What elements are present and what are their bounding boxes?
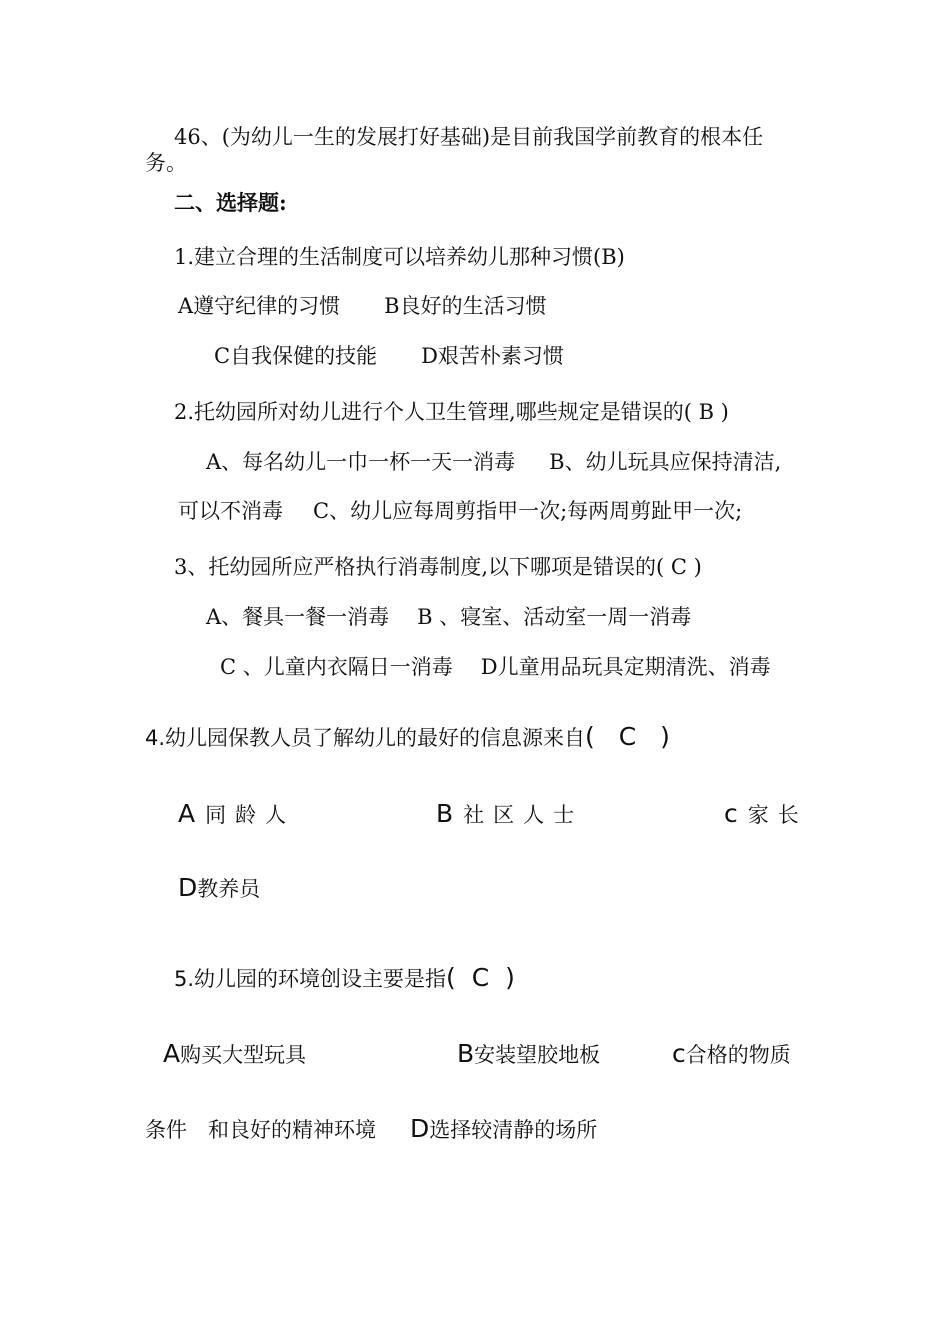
q1-option-b: B良好的生活习惯 xyxy=(384,294,547,318)
q5-option-a xyxy=(163,1040,306,1069)
q3-options-row2 xyxy=(220,653,771,681)
q3-options-row1 xyxy=(206,603,691,631)
q5-option-d-letter: D xyxy=(410,1114,430,1143)
q5-option-b-letter: B xyxy=(457,1039,475,1068)
q4-option-b xyxy=(436,800,583,829)
item-46-line1: 46、(为幼儿一生的发展打好基础)是目前我国学前教育的根本任 xyxy=(174,125,764,149)
q4-option-a-text: 同龄人 xyxy=(205,803,296,827)
q1-stem: 1.建立合理的生活制度可以培养幼儿那种习惯(B) xyxy=(174,245,625,269)
q3-option-d: D儿童用品玩具定期清洗、消毒 xyxy=(480,655,771,679)
q2-stem: 2.托幼园所对幼儿进行个人卫生管理,哪些规定是错误的( B ) xyxy=(174,400,729,424)
q2-option-b: B、幼儿玩具应保持清洁, xyxy=(549,450,782,474)
q5-text: 幼儿园的环境创设主要是指 xyxy=(194,967,447,991)
q1-options-row2 xyxy=(214,342,564,370)
q2-options-row2 xyxy=(178,497,742,525)
q3-option-c: C 、儿童内衣隔日一消毒 xyxy=(220,655,453,679)
q4-option-a xyxy=(178,800,295,829)
q4-number: 4. xyxy=(145,726,166,750)
q5-option-b xyxy=(457,1040,600,1069)
q4-option-c xyxy=(724,800,808,829)
q5-option-b-text: 安装望胶地板 xyxy=(474,1043,601,1067)
q5-option-a-text: 购买大型玩具 xyxy=(180,1043,307,1067)
q1-option-d: D艰苦朴素习惯 xyxy=(421,344,564,368)
q3-option-a: A、餐具一餐一消毒 xyxy=(206,605,390,629)
item-46-line2: 务。 xyxy=(145,151,187,175)
q4-option-c-letter: c xyxy=(724,799,738,828)
q4-option-c-text: 家长 xyxy=(747,803,808,827)
q4-stem xyxy=(145,723,678,752)
q4-answer: ( C ) xyxy=(585,722,678,751)
q1-option-c: C自我保健的技能 xyxy=(214,344,378,368)
q2-options-row1 xyxy=(206,448,781,476)
q2-option-c: C、幼儿应每周剪指甲一次;每两周剪趾甲一次; xyxy=(313,499,743,523)
q1-options-row1 xyxy=(178,292,547,320)
q4-option-b-text: 社区人士 xyxy=(463,803,584,827)
q3-option-b: B 、寝室、活动室一周一消毒 xyxy=(417,605,692,629)
q5-option-c-letter: c xyxy=(672,1039,686,1068)
q1-option-a: A遵守纪律的习惯 xyxy=(178,294,341,318)
section-title: 二、选择题: xyxy=(174,190,287,215)
q4-option-b-letter: B xyxy=(436,799,454,828)
q4-option-d xyxy=(178,874,260,903)
q5-answer: ( C ) xyxy=(446,963,519,992)
q5-number: 5. xyxy=(174,967,195,991)
q5-option-c-text: 合格的物质 xyxy=(685,1043,791,1067)
q5-option-c xyxy=(672,1040,791,1069)
q3-stem: 3、托幼园所应严格执行消毒制度,以下哪项是错误的( C ) xyxy=(174,555,702,579)
q5-option-c-cont: 条件 和良好的精神环境 xyxy=(145,1118,376,1142)
q4-option-a-letter: A xyxy=(178,799,196,828)
q2-option-a: A、每名幼儿一巾一杯一天一消毒 xyxy=(206,450,516,474)
q4-option-d-letter: D xyxy=(178,873,198,902)
q5-options-row2 xyxy=(145,1115,597,1144)
q4-option-d-text: 教养员 xyxy=(197,877,261,901)
q5-stem xyxy=(174,964,519,993)
q5-option-d-text: 选择较清静的场所 xyxy=(429,1118,598,1142)
q4-text: 幼儿园保教人员了解幼儿的最好的信息源来自 xyxy=(165,726,586,750)
q5-option-a-letter: A xyxy=(163,1039,181,1068)
q2-option-b-cont: 可以不消毒 xyxy=(178,499,283,523)
